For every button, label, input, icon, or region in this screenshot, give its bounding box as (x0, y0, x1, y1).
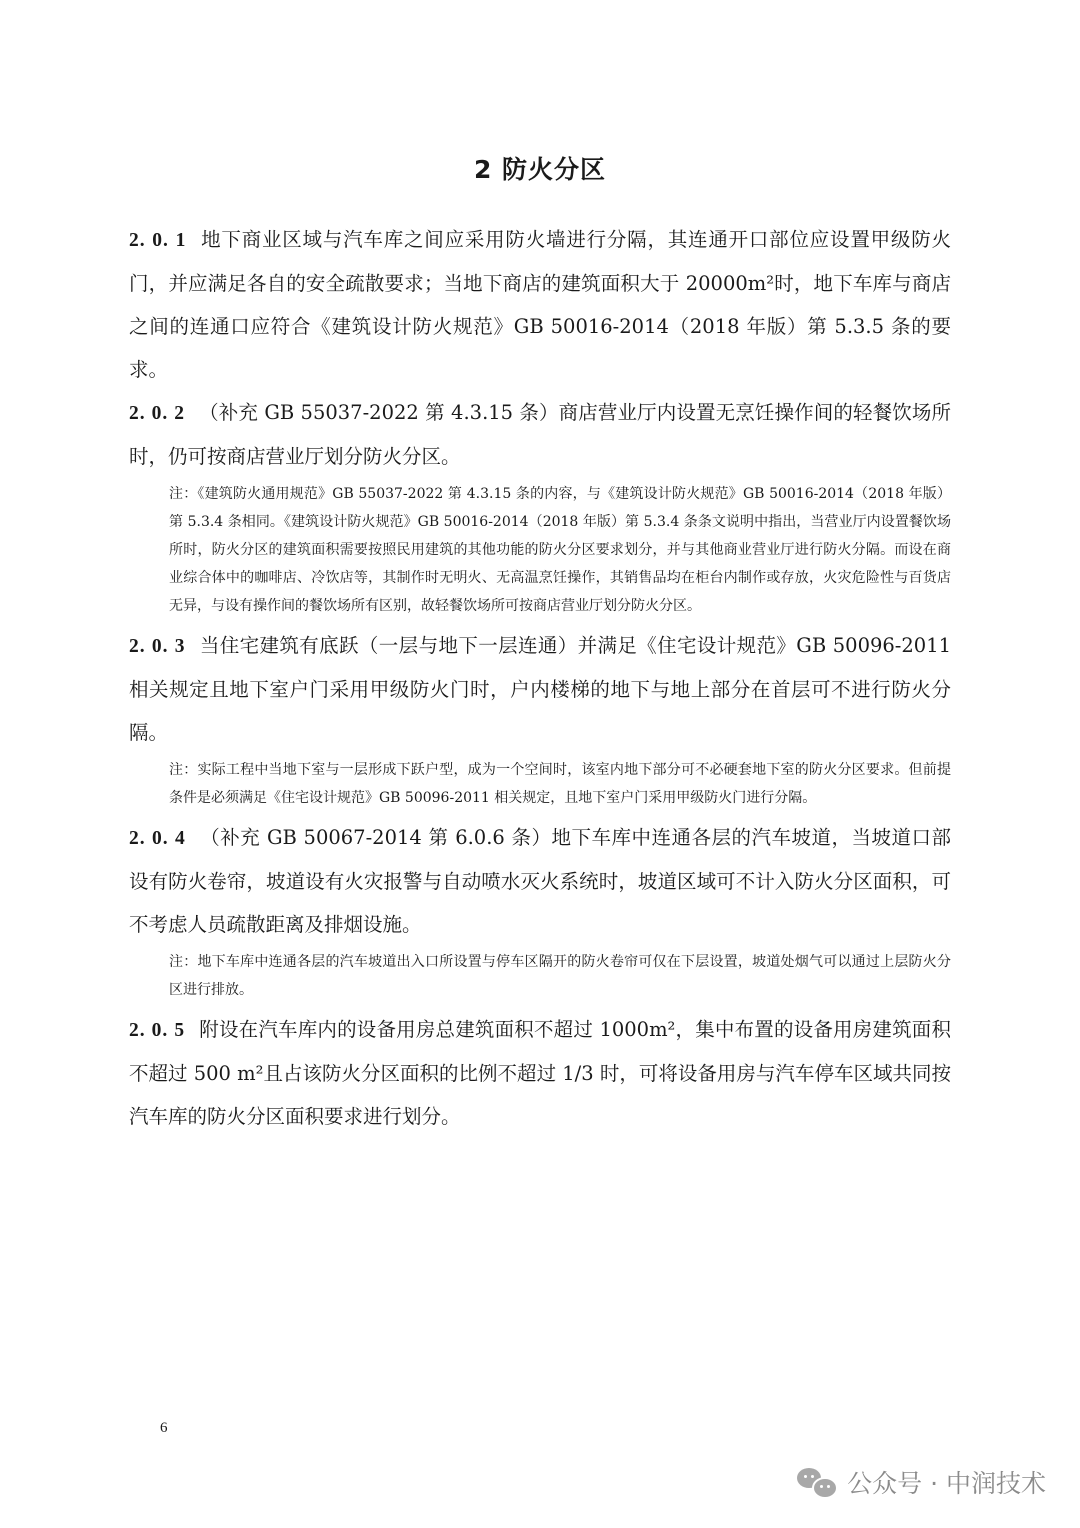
clause-2-0-5 (129, 1008, 951, 1138)
clause-text: 附设在汽车库内的设备用房总建筑面积不超过 1000m²，集中布置的设备用房建筑面积不超过 500 m²且占该防火分区面积的比例不超过 1/3 时，可将设备用房与汽车停车区域共同按汽车库的防火分区面积要求进行划分。 (129, 1018, 951, 1128)
clause-note (129, 756, 951, 812)
clause-number: 2. 0. 1 (129, 230, 187, 251)
clause-text: （补充 GB 50067-2014 第 6.0.6 条）地下车库中连通各层的汽车坡道，当坡道口部设有防火卷帘，坡道设有火灾报警与自动喷水灭火系统时，坡道区域可不计入防火分区面积，可不考虑人员疏散距离及排烟设施。 (129, 826, 951, 936)
clause-2-0-1 (129, 218, 951, 391)
note-text: 注：《建筑防火通用规范》GB 55037-2022 第 4.3.15 条的内容，与《建筑设计防火规范》GB 50016-2014（2018 年版）第 5.3.4 条相同。《建筑设计防火规范》GB 50016-2014（2018 年版）第 5.3.4 条条文说明中指出，当营业厅内设置餐饮场所时，防火分区的建筑面积需要按照民用建筑的其他功能的防火分区要求划分，并与其他商业营业厅进行防火分隔。而设在商业综合体中的咖啡店、冷饮店等，其制作时无明火、无高温烹饪操作，其销售品均在柜台内制作或存放，火灾危险性与百货店无异，与设有操作间的餐饮场所有区别，故轻餐饮场所可按商店营业厅划分防火分区。 (169, 486, 951, 614)
page-number: 6 (160, 1420, 168, 1436)
watermark-text: 公众号 · 中润技术 (847, 1469, 1046, 1498)
watermark (797, 1464, 1046, 1500)
clause-number: 2. 0. 5 (129, 1020, 186, 1041)
section-body (129, 218, 951, 1138)
clause-number: 2. 0. 2 (129, 403, 185, 424)
note-text: 注：实际工程中当地下室与一层形成下跃户型，成为一个空间时，该室内地下部分可不必硬套地下室的防火分区要求。但前提条件是必须满足《住宅设计规范》GB 50096-2011 相关规定，且地下室户门采用甲级防火门进行分隔。 (169, 762, 951, 806)
wechat-icon (797, 1465, 837, 1499)
clause-2-0-3 (129, 624, 951, 754)
clause-number: 2. 0. 4 (129, 828, 186, 849)
note-text: 注：地下车库中连通各层的汽车坡道出入口所设置与停车区隔开的防火卷帘可仅在下层设置，坡道处烟气可以通过上层防火分区进行排放。 (169, 954, 951, 998)
section-title: 2 防火分区 (473, 155, 607, 184)
clause-note (129, 948, 951, 1004)
clause-text: （补充 GB 55037-2022 第 4.3.15 条）商店营业厅内设置无烹饪操作间的轻餐饮场所时，仍可按商店营业厅划分防火分区。 (129, 401, 952, 468)
clause-2-0-2 (129, 391, 951, 478)
clause-text: 当住宅建筑有底跃（一层与地下一层连通）并满足《住宅设计规范》GB 50096-2011 相关规定且地下室户门采用甲级防火门时，户内楼梯的地下与地上部分在首层可不进行防火分隔。 (129, 634, 952, 744)
clause-number: 2. 0. 3 (129, 636, 186, 657)
clause-2-0-4 (129, 816, 951, 946)
clause-note (129, 480, 951, 620)
clause-text: 地下商业区域与汽车库之间应采用防火墙进行分隔，其连通开口部位应设置甲级防火门，并应满足各自的安全疏散要求；当地下商店的建筑面积大于 20000m²时，地下车库与商店之间的连通口应符合《建筑设计防火规范》GB 50016-2014（2018 年版）第 5.3.5 条的要求。 (129, 228, 951, 381)
